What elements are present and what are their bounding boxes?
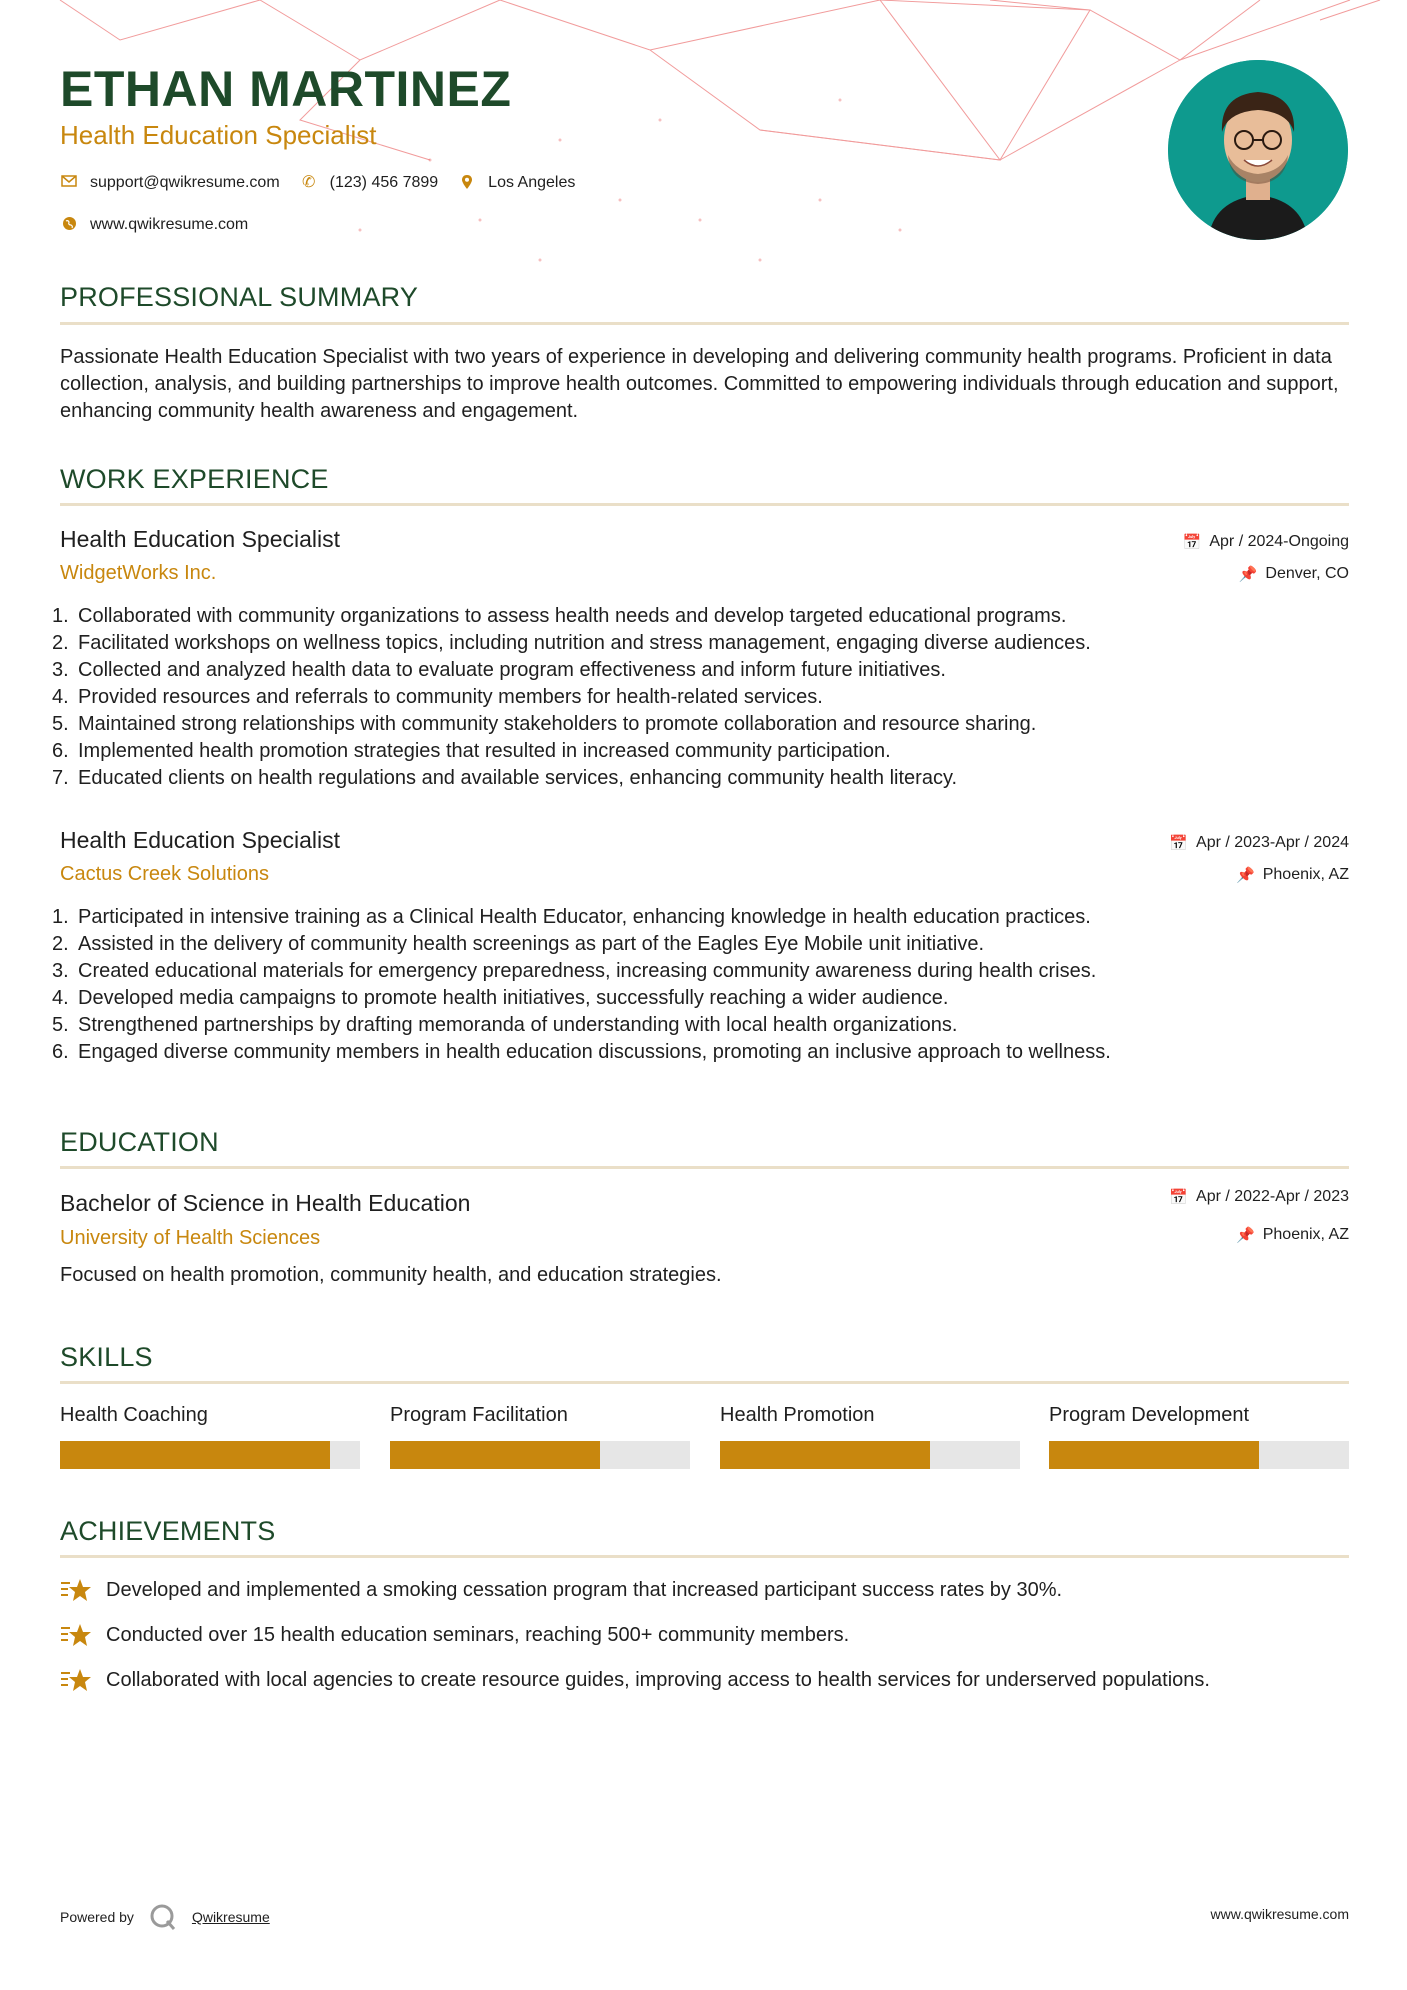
list-item: 4. Developed media campaigns to promote health initiatives, successfully reaching a wider audience. <box>52 987 949 1009</box>
education-divider <box>60 1166 1349 1169</box>
powered-by-label: Powered by <box>60 1909 134 1925</box>
achievement-item <box>60 1666 1210 1694</box>
list-item-text: Developed media campaigns to promote health initiatives, successfully reaching a wider audience. <box>78 987 949 1009</box>
skill-label: Program Facilitation <box>390 1404 568 1426</box>
education-location-text: Phoenix, AZ <box>1262 1226 1349 1243</box>
skill-label: Program Development <box>1049 1404 1250 1426</box>
candidate-name: ETHAN MARTINEZ <box>60 61 512 117</box>
list-item: 7. Educated clients on health regulations and available services, enhancing community health literacy. <box>52 767 958 789</box>
skill-bar <box>1049 1441 1349 1469</box>
job-dates-text: Apr / 2023-Apr / 2024 <box>1196 834 1349 851</box>
website-text: www.qwikresume.com <box>90 216 249 233</box>
education-location <box>1236 1226 1349 1244</box>
email-contact[interactable] <box>60 174 280 192</box>
summary-heading: PROFESSIONAL SUMMARY <box>60 282 419 312</box>
calendar-icon: 📅 <box>1169 1189 1189 1206</box>
company-name: Cactus Creek Solutions <box>60 863 269 885</box>
list-item-text: Maintained strong relationships with community stakeholders to promote collaboration and resource sharing. <box>78 713 1037 735</box>
school-name: University of Health Sciences <box>60 1227 321 1249</box>
job-location <box>1236 866 1349 884</box>
star-icon <box>60 1666 92 1694</box>
education-heading: EDUCATION <box>60 1127 219 1157</box>
phone-icon: ✆ <box>301 174 316 191</box>
skill-bar-fill <box>390 1441 600 1469</box>
list-item: 6. Engaged diverse community members in health education discussions, promoting an inclusive approach to wellness. <box>52 1041 1111 1063</box>
map-pin-icon <box>458 174 476 192</box>
phone-text: (123) 456 7899 <box>329 174 439 191</box>
list-item: 5. Strengthened partnerships by drafting memoranda of understanding with local health organizations. <box>52 1014 958 1036</box>
list-item-text: Collaborated with community organizations to assess health needs and develop targeted educational programs. <box>78 605 1067 627</box>
list-item-text: Participated in intensive training as a Clinical Health Educator, enhancing knowledge in health education practices. <box>78 906 1091 928</box>
skill-bar-fill <box>720 1441 930 1469</box>
profile-photo <box>1168 60 1348 240</box>
star-icon <box>60 1576 92 1604</box>
list-item: 5. Maintained strong relationships with community stakeholders to promote collaboration and resource sharing. <box>52 713 1037 735</box>
pin-icon: 📌 <box>1236 1227 1255 1244</box>
job-title: Health Education Specialist <box>60 526 340 552</box>
company-name: WidgetWorks Inc. <box>60 562 217 584</box>
job-title: Health Education Specialist <box>60 827 340 853</box>
calendar-icon: 📅 <box>1169 835 1189 852</box>
list-item-text: Provided resources and referrals to community members for health-related services. <box>78 686 823 708</box>
skill-bar-fill <box>1049 1441 1259 1469</box>
footer-website[interactable]: www.qwikresume.com <box>1210 1906 1349 1922</box>
list-item: 4. Provided resources and referrals to community members for health-related services. <box>52 686 823 708</box>
job-dates <box>1169 834 1349 852</box>
calendar-icon: 📅 <box>1182 534 1202 551</box>
website-contact[interactable] <box>60 216 248 234</box>
job-location <box>1239 565 1349 583</box>
star-icon <box>60 1621 92 1649</box>
list-item-text: Strengthened partnerships by drafting memoranda of understanding with local health organizations. <box>78 1014 958 1036</box>
summary-text: Passionate Health Education Specialist with two years of experience in developing and delivering community health programs. Proficient in data collection, analysis, and building partnerships to improve health outcomes. Committed to empowering individuals through education and support, enhancing community health awareness and engagement. <box>60 346 1339 422</box>
list-item-text: Engaged diverse community members in health education discussions, promoting an inclusive approach to wellness. <box>78 1041 1111 1063</box>
skill-bar <box>720 1441 1020 1469</box>
job-dates-text: Apr / 2024-Ongoing <box>1209 533 1349 550</box>
website-row <box>60 216 254 234</box>
skill-bar <box>60 1441 360 1469</box>
location-contact <box>458 174 575 192</box>
list-item: 1. Participated in intensive training as a Clinical Health Educator, enhancing knowledge in health education practices. <box>52 906 1091 928</box>
skill-bar-fill <box>60 1441 330 1469</box>
list-item-text: Assisted in the delivery of community health screenings as part of the Eagles Eye Mobile unit initiative. <box>78 933 985 955</box>
brand-link[interactable]: Qwikresume <box>191 1909 270 1925</box>
footer-powered-by <box>60 1902 270 1932</box>
location-text: Los Angeles <box>488 174 576 191</box>
summary-divider <box>60 322 1349 325</box>
list-item-text: Implemented health promotion strategies that resulted in increased community participation. <box>78 740 891 762</box>
achievements-divider <box>60 1555 1349 1558</box>
list-item-text: Facilitated workshops on wellness topics, including nutrition and stress management, engaging diverse audiences. <box>78 632 1091 654</box>
job-duties-list <box>52 603 1349 792</box>
experience-heading: WORK EXPERIENCE <box>60 464 329 494</box>
qwikresume-logo-icon <box>148 1902 178 1932</box>
achievement-text: Conducted over 15 health education seminars, reaching 500+ community members. <box>106 1623 850 1646</box>
achievements-heading: ACHIEVEMENTS <box>60 1516 276 1546</box>
skill-bar <box>390 1441 690 1469</box>
skill-label: Health Promotion <box>720 1404 875 1426</box>
job-location-text: Denver, CO <box>1265 565 1349 582</box>
list-item: 6. Implemented health promotion strategies that resulted in increased community participation. <box>52 740 891 762</box>
list-item: 2. Assisted in the delivery of community health screenings as part of the Eagles Eye Mobile unit initiative. <box>52 933 985 955</box>
contact-row <box>60 174 581 192</box>
list-item-text: Collected and analyzed health data to evaluate program effectiveness and inform future initiatives. <box>78 659 946 681</box>
achievement-text: Collaborated with local agencies to create resource guides, improving access to health services for underserved populations. <box>106 1668 1210 1691</box>
pin-icon: 📌 <box>1238 566 1258 583</box>
degree-title: Bachelor of Science in Health Education <box>60 1190 471 1216</box>
email-text: support@qwikresume.com <box>90 174 280 191</box>
list-item-text: Created educational materials for emergency preparedness, increasing community awareness during health crises. <box>78 960 1097 982</box>
job-dates <box>1183 533 1349 551</box>
job-duties-list <box>52 904 1349 1066</box>
skills-heading: SKILLS <box>60 1342 153 1372</box>
list-item: 3. Collected and analyzed health data to evaluate program effectiveness and inform future initiatives. <box>52 659 946 681</box>
list-item: 2. Facilitated workshops on wellness topics, including nutrition and stress management, engaging diverse audiences. <box>52 632 1091 654</box>
list-item: 3. Created educational materials for emergency preparedness, increasing community awareness during health crises. <box>52 960 1097 982</box>
skills-divider <box>60 1381 1349 1384</box>
job-location-text: Phoenix, AZ <box>1262 866 1349 883</box>
education-dates <box>1169 1188 1349 1206</box>
phone-contact[interactable] <box>300 174 439 192</box>
experience-divider <box>60 503 1349 506</box>
education-dates-text: Apr / 2022-Apr / 2023 <box>1196 1188 1349 1205</box>
globe-icon <box>60 216 78 234</box>
pin-icon: 📌 <box>1236 867 1255 884</box>
skill-label: Health Coaching <box>60 1404 208 1426</box>
achievement-item <box>60 1621 849 1649</box>
envelope-icon <box>60 174 78 192</box>
education-description: Focused on health promotion, community health, and education strategies. <box>60 1264 722 1286</box>
achievement-text: Developed and implemented a smoking cessation program that increased participant success rates by 30%. <box>106 1578 1063 1601</box>
list-item-text: Educated clients on health regulations and available services, enhancing community health literacy. <box>78 767 958 789</box>
achievement-item <box>60 1576 1062 1604</box>
candidate-title: Health Education Specialist <box>60 120 377 150</box>
list-item: 1. Collaborated with community organizations to assess health needs and develop targeted educational programs. <box>52 605 1067 627</box>
